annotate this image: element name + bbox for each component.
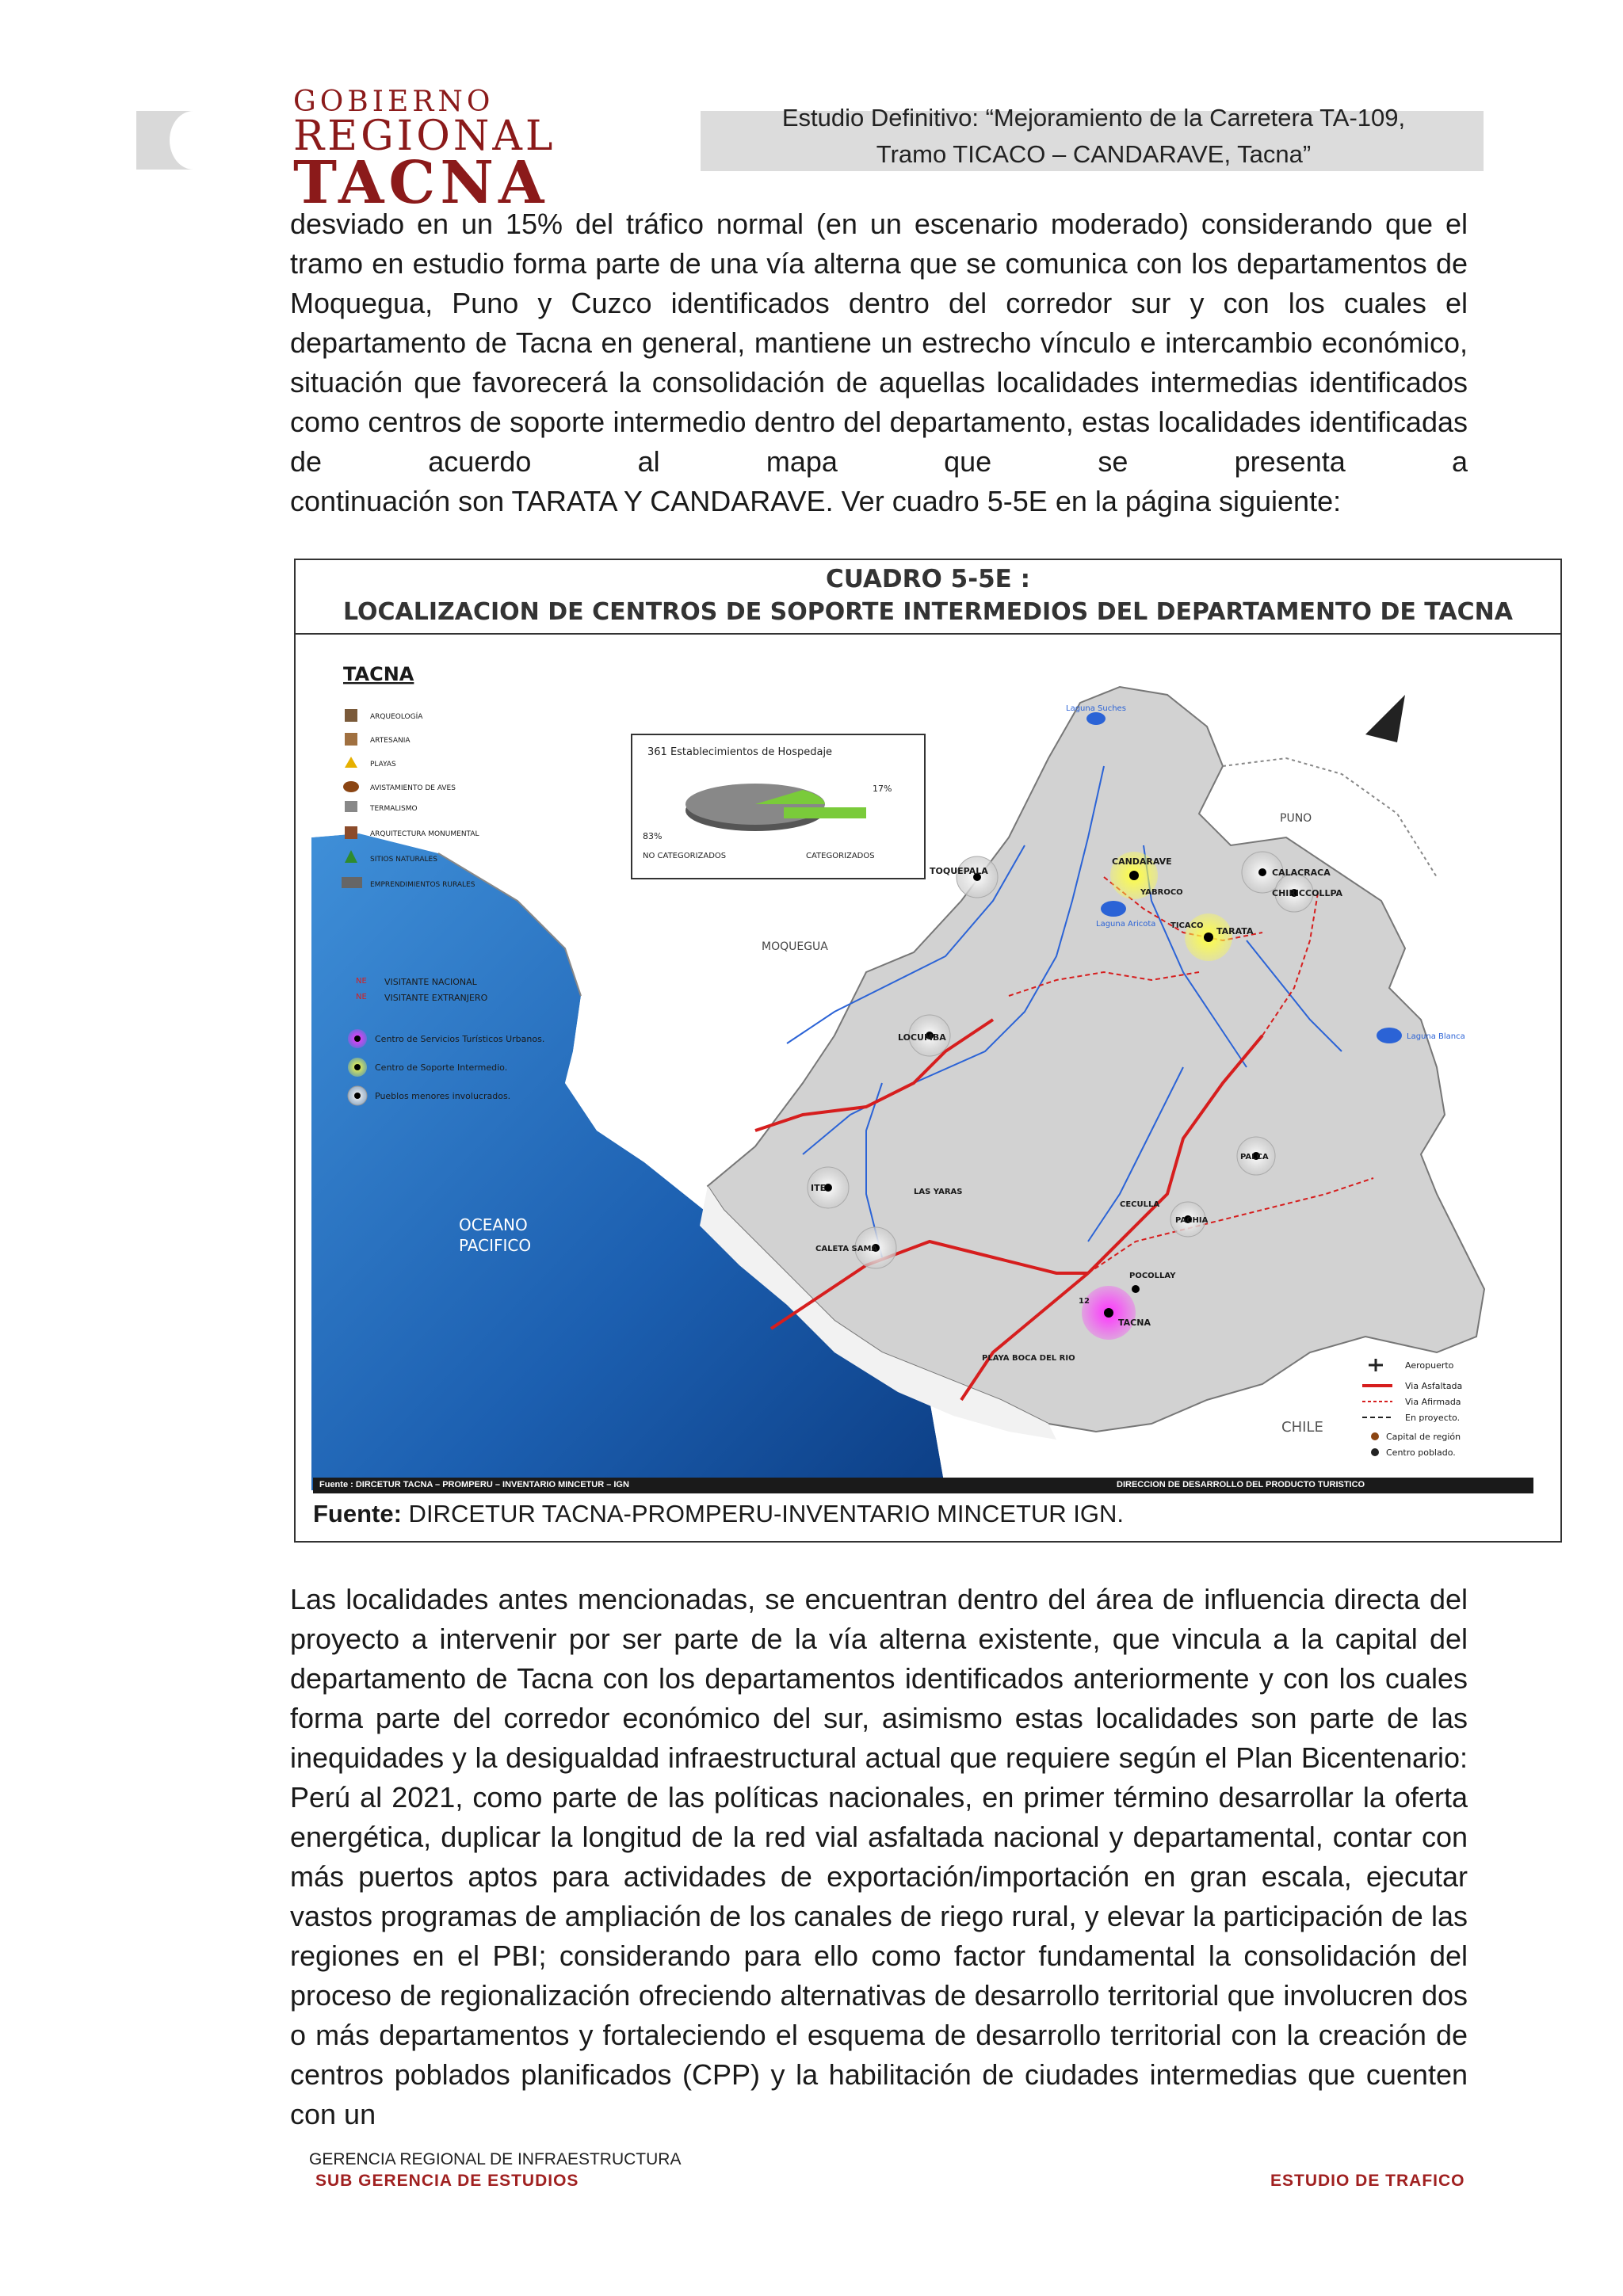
document-title xyxy=(713,100,1474,173)
label-tarata: TARATA xyxy=(1216,926,1254,936)
label-ticaco: TICACO xyxy=(1170,921,1204,930)
legend-emprendimientos: EMPRENDIMIENTOS RURALES xyxy=(370,881,475,889)
label-moquegua: MOQUEGUA xyxy=(762,940,828,953)
svg-text:NE: NE xyxy=(356,977,367,986)
gobierno-regional-tacna-logo xyxy=(293,86,610,217)
legend-centro-poblado: Centro poblado. xyxy=(1386,1447,1456,1458)
legend-playas: PLAYAS xyxy=(370,761,396,769)
legend-centro-soporte: Centro de Soporte Intermedio. xyxy=(375,1062,508,1073)
legend-via-afirmada: Via Afirmada xyxy=(1405,1397,1461,1407)
label-pocollay: POCOLLAY xyxy=(1129,1272,1176,1280)
label-yabroco: YABROCO xyxy=(1140,888,1183,897)
pie-label-no-categorizados: NO CATEGORIZADOS xyxy=(643,852,727,860)
label-pacifico: PACIFICO xyxy=(459,1236,532,1255)
label-playa-boca-del-rio: PLAYA BOCA DEL RIO xyxy=(982,1354,1075,1363)
label-12: 12 xyxy=(1079,1297,1090,1306)
legend-via-asfaltada: Via Asfaltada xyxy=(1405,1381,1463,1391)
paragraph-2-body: Las localidades antes mencionadas, se encuentran dentro del área de influencia directa del proyecto a intervenir por ser parte de la vía alterna existente, que vincula a la capital del departamento de Tacna con los departamentos identificados anteriormente y con los cuales forma parte del corredor económico del sur, asimismo estas localidades son parte de las inequidades y la desigualdad infraestructural actual que requiere según el Plan Bicentenario: Perú al 2021, como parte de las políticas nacionales, en primer término desarrollar la oferta energética, duplicar la longitud de la red vial asfaltada nacional y departamental, contar con más puertos aptos para actividades de exportación/importación en gran escala, ejecutar vastos programas de ampliación de los canales de riego rural, y elevar la participación de las regiones en el PBI; considerando para ello como factor fundamental la consolidación del proceso de regionalización ofreciendo alternativas de desarrollo territorial que involucren dos o más departamentos y fortaleciendo el esquema de desarrollo territorial con la creación de centros poblados planificados (CPP) y la habilitación de ciudades intermedias que cuenten con un xyxy=(290,1583,1468,2130)
label-candarave: CANDARAVE xyxy=(1112,856,1172,867)
legend-aeropuerto: Aeropuerto xyxy=(1405,1360,1454,1371)
label-pachia: PACHIA xyxy=(1175,1216,1209,1225)
footer-gerencia: GERENCIA REGIONAL DE INFRAESTRUCTURA xyxy=(309,2150,682,2168)
pie-label-categorizados: CATEGORIZADOS xyxy=(806,852,875,860)
document-title-line-1: Estudio Definitivo: “Mejoramiento de la Carretera TA-109, xyxy=(781,104,1406,132)
legend-artesania: ARTESANIA xyxy=(370,737,411,745)
label-laguna-suches: Laguna Suches xyxy=(1066,704,1126,713)
label-palca: PALCA xyxy=(1240,1153,1269,1161)
map-heading: TACNA xyxy=(343,663,414,685)
pie-pct-categorizados: 17% xyxy=(873,784,892,794)
footer-estudio-trafico: ESTUDIO DE TRAFICO xyxy=(1270,2172,1465,2190)
paragraph-2 xyxy=(290,1580,1468,2134)
label-laguna-aricota: Laguna Aricota xyxy=(1096,920,1156,929)
legend-centro-servicios: Centro de Servicios Turísticos Urbanos. xyxy=(375,1034,545,1044)
paragraph-1-body: desviado en un 15% del tráfico normal (en un escenario moderado) considerando que el tramo en estudio forma parte de una vía alterna que se comunica con los departamentos de Moquegua, Puno y Cuzco identificados dentro del corredor sur y con los cuales el departamento de Tacna en general, mantiene un estrecho vínculo e intercambio económico, situación que favorecerá la consolidación de aquellas localidades intermedias identificados como centros de soporte intermedio dentro del departamento, estas localidades identificadas de acuerdo al mapa que se presenta a xyxy=(290,208,1468,478)
tacna-tourism-map xyxy=(311,639,1533,1490)
paragraph-1-last-line: continuación son TARATA Y CANDARAVE. Ver cuadro 5-5E en la página siguiente: xyxy=(290,485,1342,517)
legend-termalismo: TERMALISMO xyxy=(370,805,418,813)
legend-sitios-naturales: SITIOS NATURALES xyxy=(370,856,437,864)
map-footer-direccion: DIRECCION DE DESARROLLO DEL PRODUCTO TURISTICO xyxy=(1117,1480,1365,1489)
label-calacraca: CALACRACA xyxy=(1272,868,1331,878)
label-oceano: OCEANO xyxy=(459,1215,528,1234)
label-toquepala: TOQUEPALA xyxy=(930,866,988,876)
logo-line-1: GOBIERNO xyxy=(293,86,495,118)
label-ite: ITE xyxy=(811,1183,827,1193)
legend-arquitectura: ARQUITECTURA MONUMENTAL xyxy=(370,830,479,838)
label-las-yaras: LAS YARAS xyxy=(914,1188,963,1196)
label-laguna-blanca: Laguna Blanca xyxy=(1407,1032,1465,1041)
document-title-line-2: Tramo TICACO – CANDARAVE, Tacna” xyxy=(876,140,1312,168)
figure-title xyxy=(296,560,1560,635)
legend-visitante-nacional: VISITANTE NACIONAL xyxy=(384,977,477,987)
footer-sub-gerencia: SUB GERENCIA DE ESTUDIOS xyxy=(315,2172,579,2190)
legend-arqueologia: ARQUEOLOGÍA xyxy=(370,713,423,721)
label-chiriccollpa: CHIRICCOLLPA xyxy=(1272,888,1343,898)
svg-text:NE: NE xyxy=(356,993,367,1001)
figure-source-label: Fuente: xyxy=(313,1500,402,1527)
label-caleta-sama: CALETA SAMA xyxy=(815,1245,878,1253)
legend-en-proyecto: En proyecto. xyxy=(1405,1413,1461,1423)
figure-source xyxy=(313,1500,1124,1528)
legend-visitante-extranjero: VISITANTE EXTRANJERO xyxy=(384,993,488,1003)
header-left-notch xyxy=(170,111,217,170)
figure-title-text: LOCALIZACION DE CENTROS DE SOPORTE INTERMEDIOS DEL DEPARTAMENTO DE TACNA xyxy=(342,598,1514,626)
legend-aves: AVISTAMIENTO DE AVES xyxy=(370,784,456,792)
map-footer-bar xyxy=(313,1478,1533,1493)
legend-capital-region: Capital de región xyxy=(1386,1432,1461,1442)
paragraph-1 xyxy=(290,204,1468,521)
legend-pueblos-menores: Pueblos menores involucrados. xyxy=(375,1091,511,1101)
logo-line-2: REGIONAL xyxy=(293,113,556,160)
cuadro-5-5e-figure xyxy=(294,559,1562,1543)
label-tacna: TACNA xyxy=(1118,1318,1151,1328)
figure-source-text: DIRCETUR TACNA-PROMPERU-INVENTARIO MINCETUR IGN. xyxy=(401,1500,1125,1527)
label-puno: PUNO xyxy=(1280,812,1312,825)
label-ceculla: CECULLA xyxy=(1120,1200,1160,1209)
pie-title: 361 Establecimientos de Hospedaje xyxy=(647,746,833,758)
label-chile: CHILE xyxy=(1281,1419,1323,1436)
pie-pct-no-categorizados: 83% xyxy=(643,831,663,841)
logo-line-3: TACNA xyxy=(293,149,549,217)
label-locumba: LOCUMBA xyxy=(898,1032,946,1043)
figure-title-number: CUADRO 5-5E : xyxy=(825,565,1031,593)
map-footer-source: Fuente : DIRCETUR TACNA – PROMPERU – INVENTARIO MINCETUR – IGN xyxy=(319,1480,629,1489)
hospedaje-pie-box xyxy=(632,734,925,879)
